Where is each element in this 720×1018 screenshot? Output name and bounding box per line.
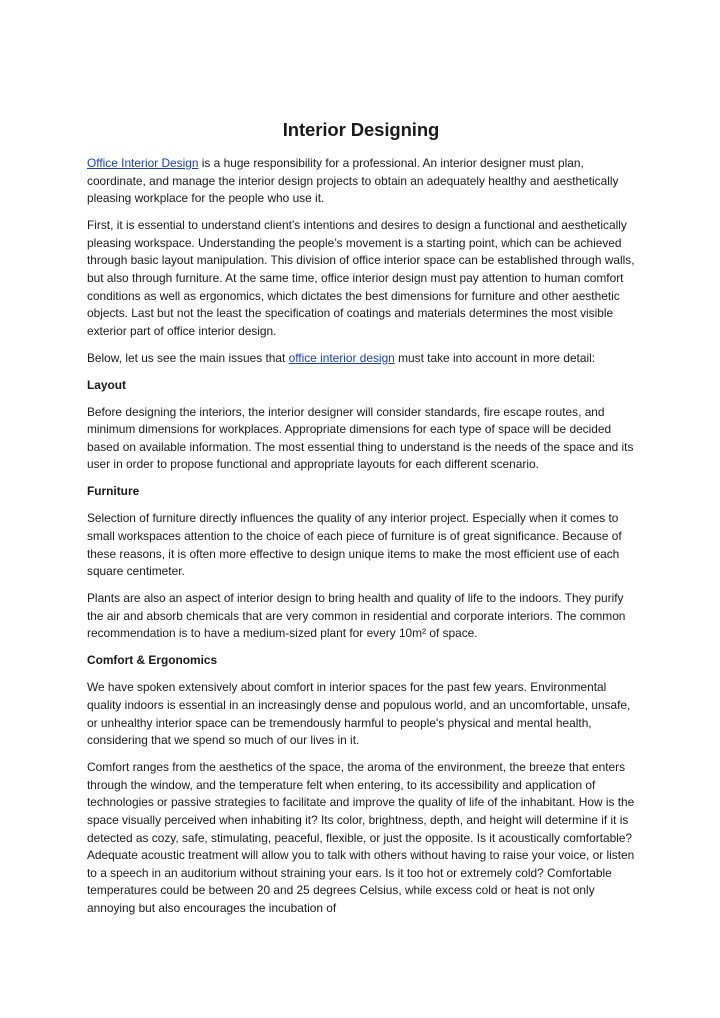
office-interior-design-link[interactable]: Office Interior Design [87,156,199,170]
furniture-paragraph-1: Selection of furniture directly influences the quality of any interior project. Especially when it comes to small workspaces attention to the choice of each piece of furniture is of great significance. Because of these reasons, it is often more effective to design unique items to make the most efficient use of each square centimeter. [87,511,622,579]
comfort-paragraph-2: Comfort ranges from the aesthetics of the space, the aroma of the environment, the breeze that enters through the window, and the temperature felt when entering, to its accessibility and application of technologies or passive strategies to facilitate and improve the quality of life of the inhabitant. How is the space visually perceived when inhabiting it? Its color, brightness, depth, and height will determine if it is detected as cozy, safe, stimulating, peaceful, flexible, or just the opposite. Is it acoustically comfortable? Adequate acoustic treatment will allow you to talk with others without having to raise your voice, or listen to a speech in an auditorium without straining your ears. Is it too hot or extremely cold? Comfortable temperatures could be between 20 and 25 degrees Celsius, while excess cold or heat is not only annoying but also encourages the incubation of [87,760,635,915]
intro-text: is a huge responsibility for a professional. An interior designer must plan, coordinate, and manage the interior design projects to obtain an adequately healthy and aesthetically pleasing workplace for the people who use it. [87,156,619,206]
document-body [87,155,635,917]
intro-paragraph [87,155,635,208]
layout-paragraph: Before designing the interiors, the interior designer will consider standards, fire escape routes, and minimum dimensions for workplaces. Appropriate dimensions for each type of space will be decided based on available information. The most essential thing to understand is the needs of the space and its user in order to propose functional and appropriate layouts for each different scenario. [87,404,634,472]
furniture-paragraph-2: Plants are also an aspect of interior design to bring health and quality of life to the indoors. They purify the air and absorb chemicals that are very common in residential and corporate interiors. The common recommendation is to have a medium-sized plant for every 10m² of space. [87,591,626,641]
comfort-paragraph-1: We have spoken extensively about comfort in interior spaces for the past few years. Environmental quality indoors is essential in an increasingly dense and populous world, and an uncomfortable, unsafe, or unhealthy interior space can be tremendously harmful to people's physical and mental health, considering that we spend so much of our lives in it. [87,680,631,748]
furniture-heading: Furniture [87,484,140,499]
first-paragraph: First, it is essential to understand client’s intentions and desires to design a functional and aesthetically pleasing workspace. Understanding the people’s movement is a starting point, which can be achieved through basic layout manipulation. This division of office interior space can be established through walls, but also through furniture. At the same time, office interior design must pay attention to human comfort conditions as well as ergonomics, which dictates the best dimensions for furniture and other aesthetic objects. Last but not the least the specification of coatings and materials determines the most visible exterior part of office interior design. [87,218,635,338]
office-interior-design-inline-link[interactable]: office interior design [288,350,395,365]
below-text-before: Below, let us see the main issues that [87,350,289,365]
comfort-heading: Comfort & Ergonomics [87,653,218,668]
document-page [87,0,635,927]
below-paragraph [87,350,635,368]
below-text-after: must take into account in more detail: [394,350,596,365]
layout-heading: Layout [87,377,126,392]
page-title: Interior Designing [282,119,440,140]
